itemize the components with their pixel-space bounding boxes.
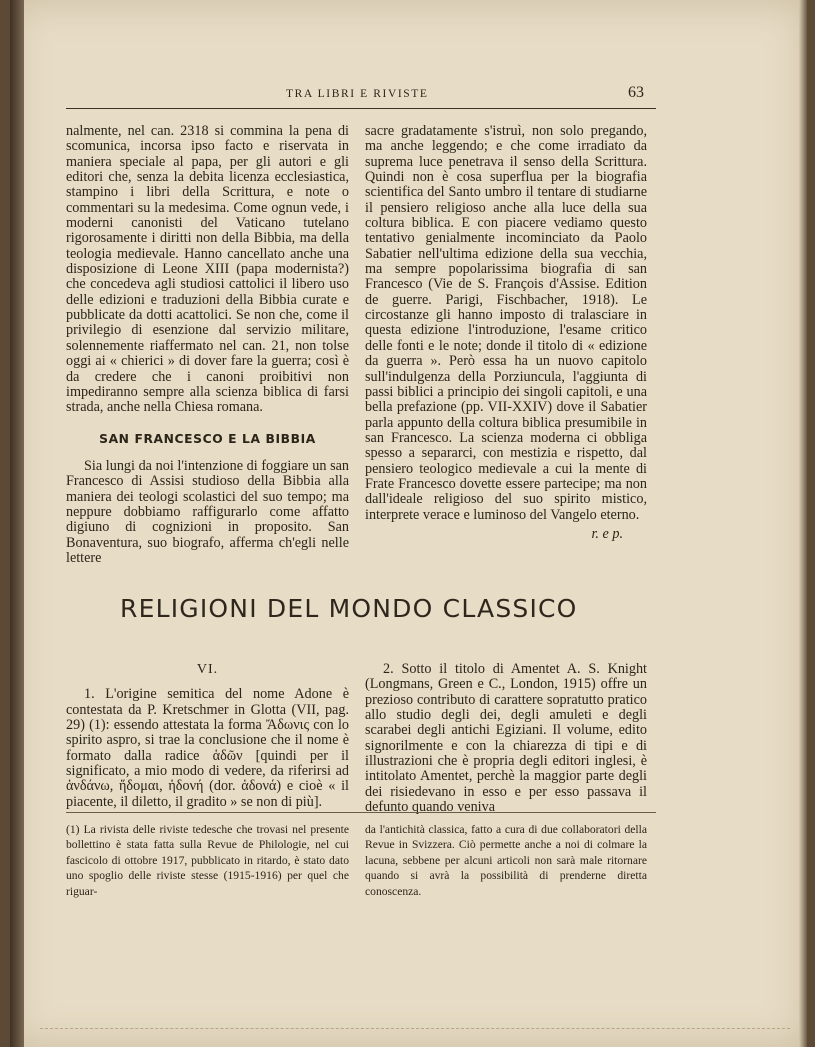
top-right-column	[365, 124, 647, 542]
footnote-left: (1) La rivista delle riviste tedesche che trovasi nel presente bollettino è stata fatta sulla Revue de Philologie, nel cui fascicolo di ottobre 1917, pubblicato in ritardo, è stato dato uno spoglio delle riviste stesse (1915-1916) per quel che riguar-	[66, 823, 349, 898]
article-title: RELIGIONI DEL MONDO CLASSICO	[120, 594, 578, 623]
page-bottom-perforation	[40, 1028, 790, 1029]
paragraph-canon-law: nalmente, nel can. 2318 si commina la pena di scomunica, incorsa ipso facto e riservata in maniera speciale al papa, per gli autori e gli editori che, senza la debita licenza ecclesiastica, stampino i libri della Scrittura, e note o commentari su la medesima. Come ognun vede, i moderni canonisti del Vaticano tutelano rigorosamente i diritti non della Bibbia, ma della teologia medievale. Hanno cancellato anche una disposizione di Leone XIII (papa modernista?) che concedeva agli studiosi cattolici il libero uso delle edizioni e traduzioni della Bibbia curate e pubblicate da dotti acattolici. Se non che, come il privilegio di esenzione dal servizio militare, solennemente riaffermato nel can. 21, non tolse oggi ai « chierici » di dover fare la guerra; così è da credere che i canoni proibitivi non impediranno sempre alla scienza biblica di farsi strada, anche nella Chiesa romana.	[66, 123, 349, 416]
paragraph-san-francesco: Sia lungi da noi l'intenzione di foggiare un san Francesco di Assisi studioso della Bibbia alla maniera dei teologi scolastici del suo tempo; ma neppure dobbiamo raffigurarlo come affatto digiuno di cognizioni in proposito. San Bonaventura, suo biografo, afferma ch'egli nelle lettere	[66, 457, 349, 566]
paragraph-adone: 1. L'origine semitica del nome Adone è contestata da P. Kretschmer in Glotta (VII, pag. 29) (1): essendo attestata la forma Ἄδωνις con lo spirito aspro, si trae la conclusione che il nome è formato dalla radice ἁδῶν [quindi per il significato, a mio modo di vedere, da riferirsi ad ἁνδάνω, ἥδομαι, ἡδονή (dor. ἁδονά) e cioè « il piacente, il diletto, il gradito » se non di più].	[66, 686, 349, 810]
paragraph-sabatier: sacre gradatamente s'istruì, non solo pregando, ma anche leggendo; e che come irradiato da suprema luce penetrava il senso della Scrittura. Quindi non è cosa superflua per la biografia scientifica del Santo umbro il tentare di studiarne il pensiero religioso anche alla luce della sua coltura biblica. E con piacere vediamo questo tentativo genialmente incominciato da Paolo Sabatier nell'ultima edizione della sua vecchia, ma sempre popolarissima biografia di san Francesco (Vie de S. François d'Assise. Edition de guerre. Parigi, Fischbacher, 1918). Le circostanze gli hanno imposto di tralasciare in questa edizione l'introduzione, l'esame critico delle fonti e le note; donde il titolo di « edizione da guerra ». Però essa ha un nuovo capitolo sull'indulgenza della Porziuncula, l'aggiunta di passi biblici a principio dei singoli capitoli, e una bella prefazione (pp. VII-XXIV) dove il Sabatier parla appunto della coltura biblica presumibile in san Francesco. La scienza moderna ci obbliga spesso a separarci, con mestizia e rispetto, dal pensiero teologico medievale a cui la mente di Frate Francesco dovette essere partecipe; ma non dall'ideale religioso del suo spirito mistico, interprete verace e luminoso del Vangelo eterno.	[365, 123, 647, 523]
page-header	[66, 84, 656, 109]
top-left-column	[66, 124, 349, 566]
paragraph-amentet: 2. Sotto il titolo di Amentet A. S. Knight (Longmans, Green e C., London, 1915) offre un prezioso contributo di carattere sopratutto pratico allo studio degli dei, degli amuleti e degli scarabei degli antichi Egiziani. Il volume, edito signorilmente e con la chiarezza di tipi e di illustrazioni che è propria degli editori inglesi, è intitolato Amentet, perchè la maggior parte degli dei risiedevano in esso e per esso passava il defunto quando veniva	[365, 661, 647, 816]
bottom-right-column	[365, 662, 647, 815]
page-edge	[799, 0, 807, 1047]
footnote-divider	[66, 812, 656, 813]
footnote-right: da l'antichità classica, fatto a cura di due collaboratori della Revue in Svizzera. Ciò permette anche a noi di colmare la lacuna, sebbene per alcuni articoli non sarà male ritornare quando si avrà la possibilità di prenderne diretta conoscenza.	[365, 823, 647, 898]
section-number: VI.	[196, 662, 219, 677]
running-head: TRA LIBRI E RIVISTE	[286, 88, 429, 100]
section-heading-san-francesco: SAN FRANCESCO E LA BIBBIA	[99, 431, 316, 446]
bottom-left-column	[66, 662, 349, 810]
author-signature: r. e p.	[591, 525, 623, 542]
page-number: 63	[628, 84, 644, 101]
book-spine	[10, 0, 24, 1047]
